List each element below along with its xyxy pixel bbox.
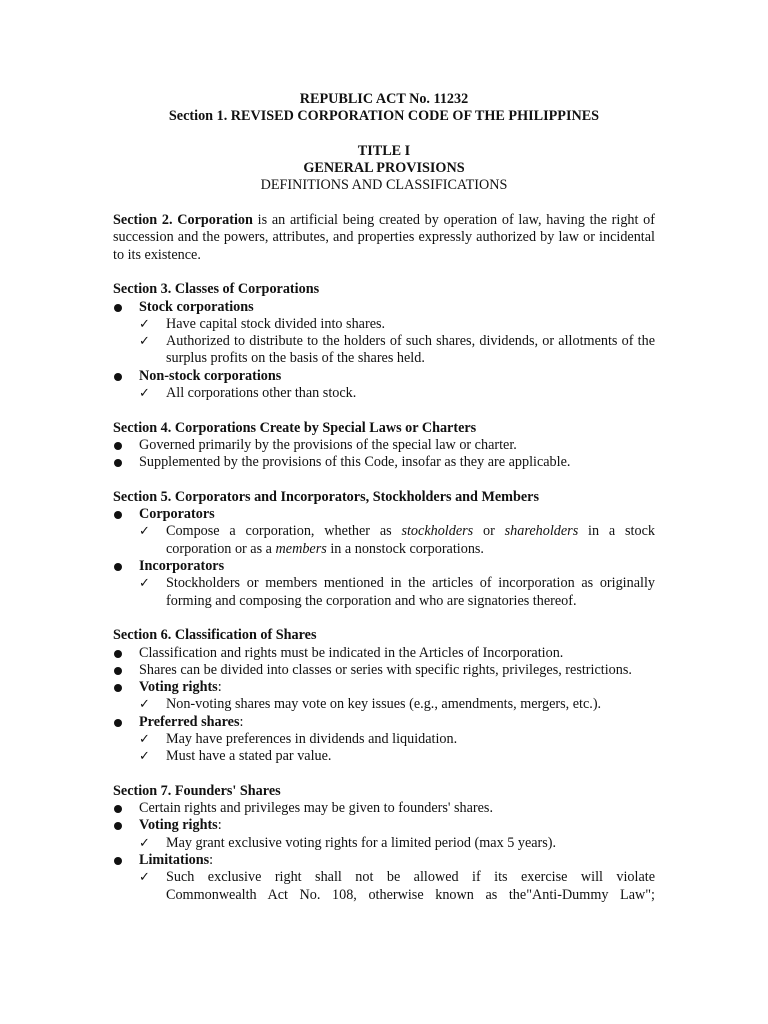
act-title: REPUBLIC ACT No. 11232: [299, 91, 469, 107]
bullet-incorporators: Incorporators: [113, 558, 655, 575]
bullet-stock-corporations: Stock corporations: [113, 299, 655, 316]
section-5-heading: Section 5. Corporators and Incorporators, Stockholders and Members: [113, 488, 539, 505]
title-heading: TITLE I: [357, 142, 411, 159]
check-item: ✓ Have capital stock divided into shares.: [139, 315, 386, 332]
check-icon: ✓: [139, 697, 150, 713]
bullet-corporators: Corporators: [113, 506, 655, 523]
bullet-icon: [114, 459, 122, 467]
check-icon: ✓: [139, 576, 150, 592]
check-item: ✓ Compose a corporation, whether as stockholders or shareholders in a stock corporation or as a members in a nonstock corporations.: [139, 523, 655, 557]
bullet-icon: [114, 511, 122, 519]
check-icon: ✓: [139, 731, 150, 747]
definitions-heading: DEFINITIONS AND CLASSIFICATIONS: [260, 177, 508, 194]
check-icon: ✓: [139, 334, 150, 350]
bullet-icon: [114, 684, 122, 692]
check-item: ✓ All corporations other than stock.: [139, 385, 357, 402]
bullet-icon: [114, 667, 122, 675]
bullet-icon: [114, 822, 122, 830]
bullet-item: Certain rights and privileges may be given to founders' shares.: [113, 800, 655, 817]
bullet-icon: [114, 442, 122, 450]
check-item: ✓ Authorized to distribute to the holders of such shares, dividends, or allotments of the surplus profits on the basis of the shares held.: [139, 333, 655, 367]
section-2-heading: Section 2. Corporation: [113, 212, 253, 229]
check-item: ✓ Such exclusive right shall not be allowed if its exercise will violate Commonwealth Act No. 108, otherwise known as the"Anti-Dummy Law";: [139, 869, 655, 903]
check-icon: ✓: [139, 835, 150, 851]
document-body: [113, 91, 655, 904]
bullet-icon: [114, 304, 122, 312]
general-provisions-heading: GENERAL PROVISIONS: [303, 160, 465, 177]
bullet-icon: [114, 805, 122, 813]
check-icon: ✓: [139, 524, 150, 540]
bullet-icon: [114, 650, 122, 658]
bullet-voting-rights: Voting rights:: [113, 817, 655, 834]
section-1-title: Section 1. REVISED CORPORATION CODE OF THE PHILIPPINES: [168, 108, 600, 125]
check-item: ✓ May have preferences in dividends and liquidation.: [139, 730, 458, 747]
section-4-heading: Section 4. Corporations Create by Special Laws or Charters: [113, 419, 477, 436]
check-icon: ✓: [139, 316, 150, 332]
bullet-preferred-shares: Preferred shares:: [113, 714, 655, 731]
check-item: ✓ May grant exclusive voting rights for a limited period (max 5 years).: [139, 834, 557, 851]
bullet-icon: [114, 719, 122, 727]
check-item: ✓ Stockholders or members mentioned in the articles of incorporation as originally forming and composing the corporation and who are signatories thereof.: [139, 575, 655, 609]
check-icon: ✓: [139, 870, 150, 886]
bullet-non-stock-corporations: Non-stock corporations: [113, 368, 655, 385]
bullet-icon: [114, 857, 122, 865]
section-6-heading: Section 6. Classification of Shares: [113, 627, 317, 644]
bullet-voting-rights: Voting rights:: [113, 679, 655, 696]
check-item: ✓ Must have a stated par value.: [139, 748, 332, 765]
bullet-limitations: Limitations:: [113, 852, 655, 869]
bullet-item: Classification and rights must be indicated in the Articles of Incorporation.: [113, 645, 655, 662]
bullet-icon: [114, 563, 122, 571]
bullet-item: Shares can be divided into classes or series with specific rights, privileges, restrictions.: [113, 662, 655, 679]
bullet-icon: [114, 373, 122, 381]
section-2-text: is an artificial being created by operation of law, having the right of succession and the powers, attributes, and properties expressly authorized by law or incidental to its existence.: [113, 212, 655, 263]
section-7-heading: Section 7. Founders' Shares: [113, 782, 281, 799]
check-icon: ✓: [139, 386, 150, 402]
section-3-heading: Section 3. Classes of Corporations: [113, 281, 320, 298]
check-item: ✓ Non-voting shares may vote on key issues (e.g., amendments, mergers, etc.).: [139, 696, 602, 713]
check-icon: ✓: [139, 749, 150, 765]
bullet-item: Governed primarily by the provisions of the special law or charter.: [113, 437, 655, 454]
section-2-paragraph: [113, 212, 655, 264]
bullet-item: Supplemented by the provisions of this Code, insofar as they are applicable.: [113, 454, 655, 471]
